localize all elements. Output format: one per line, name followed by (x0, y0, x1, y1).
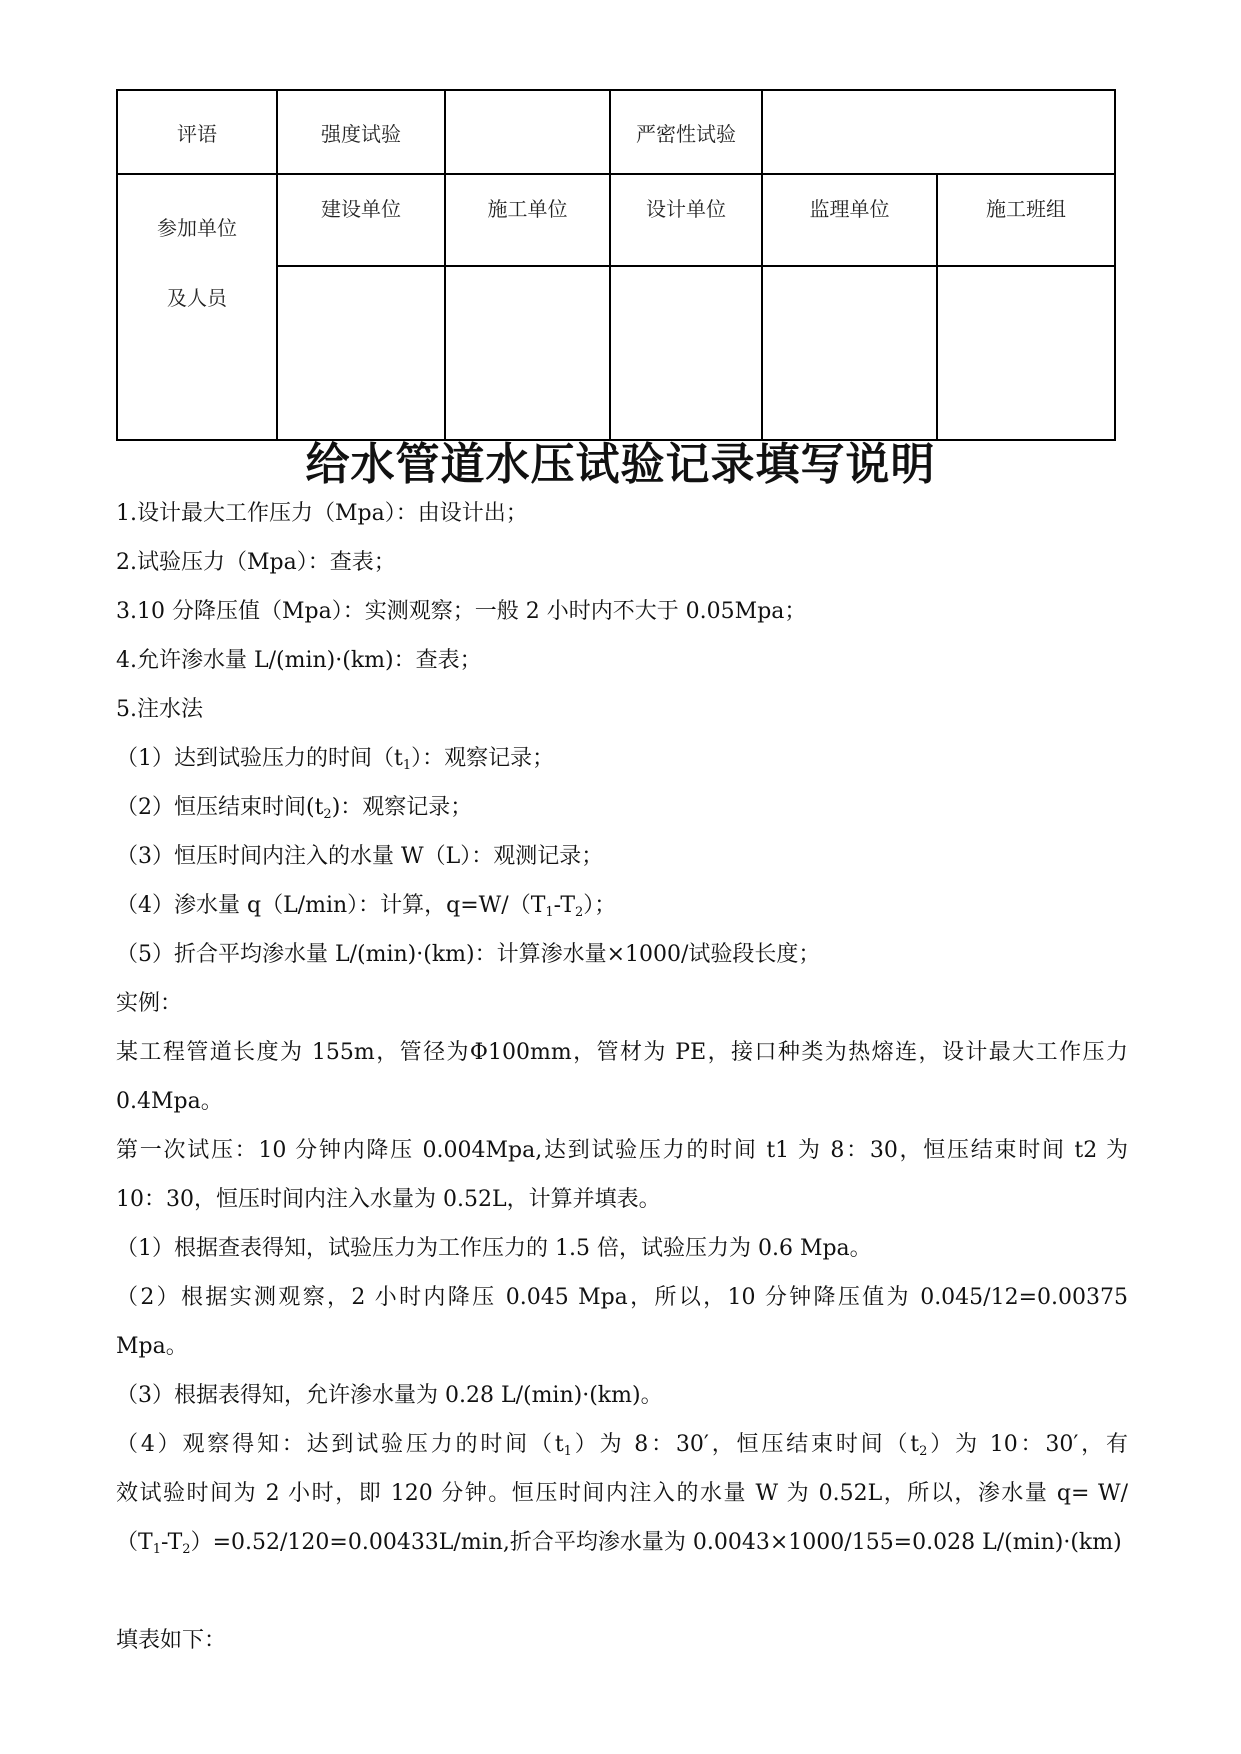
signature-cell (277, 266, 445, 440)
signature-cell (445, 266, 610, 440)
example-para1-line2: 0.4Mpa。 (116, 1089, 223, 1114)
strength-test-label: 强度试验 (277, 90, 445, 174)
header-supervision-unit: 监理单位 (762, 174, 937, 266)
item-1: 1.设计最大工作压力（Mpa）：由设计出； (116, 501, 528, 526)
item-3: 3.10 分降压值（Mpa）：实测观察；一般 2 小时内不大于 0.05Mpa； (116, 599, 807, 624)
header-construction-unit: 建设单位 (277, 174, 445, 266)
record-table (116, 89, 1116, 441)
answer-4-line2: 效试验时间为 2 小时，即 120 分钟。恒压时间内注入的水量 W 为 0.52L，所以，渗水量 q= W/ (116, 1481, 1128, 1506)
header-builder-unit: 施工单位 (445, 174, 610, 266)
page-title: 给水管道水压试验记录填写说明 (305, 439, 936, 490)
participants-label-line1: 参加单位 (157, 216, 237, 240)
example-para1-line1: 某工程管道长度为 155m，管径为Φ100mm，管材为 PE，接口种类为热熔连，设计最大工作压力 (116, 1040, 1128, 1065)
remark-label: 评语 (117, 90, 277, 174)
header-design-unit: 设计单位 (610, 174, 762, 266)
item-2: 2.试验压力（Mpa）：查表； (116, 550, 396, 575)
header-work-team: 施工班组 (937, 174, 1115, 266)
answer-2-line2: Mpa。 (116, 1334, 188, 1359)
signature-cell (762, 266, 937, 440)
tightness-test-label: 严密性试验 (610, 90, 762, 174)
answer-4-line3: $(T_1-T_2)=0.52/120=0.00433L/\min$,折合平均渗水量为 0.0043×1000/155=0.028 L/(min)·(km) (116, 1530, 1122, 1557)
participants-label-line2: 及人员 (167, 286, 227, 310)
item-5: 5.注水法 (116, 697, 203, 722)
sub-item-3: （3）恒压时间内注入的水量 W（L）：观测记录； (116, 844, 604, 869)
example-heading: 实例： (116, 991, 183, 1016)
tightness-test-value (762, 90, 1115, 174)
sub-item-5: （5）折合平均渗水量 L/(min)·(km)：计算渗水量×1000/试验段长度； (116, 942, 821, 967)
answer-2-line1: （2）根据实测观察，2 小时内降压 0.045 Mpa，所以，10 分钟降压值为 0.045/12=0.00375 (116, 1285, 1128, 1310)
footer-note: 填表如下： (116, 1628, 227, 1653)
signature-cell (937, 266, 1115, 440)
answer-1: （1）根据查表得知，试验压力为工作压力的 1.5 倍，试验压力为 0.6 Mpa。 (116, 1236, 872, 1261)
answer-3: （3）根据表得知，允许渗水量为 0.28 L/(min)·(km)。 (116, 1383, 663, 1408)
example-para2-line1: 第一次试压：10 分钟内降压 0.004Mpa,达到试验压力的时间 t1 为 8：30，恒压结束时间 t2 为 (116, 1138, 1128, 1163)
strength-test-value (445, 90, 610, 174)
example-para2-line2: 10：30，恒压时间内注入水量为 0.52L，计算并填表。 (116, 1187, 661, 1212)
sub-item-1: （1）达到试验压力的时间$(t_1)$：观察记录； (116, 746, 555, 773)
sub-item-2: （2）恒压结束时间$(t_2)$：观察记录； (116, 795, 473, 822)
item-4: 4.允许渗水量 L/(min)·(km)：查表； (116, 648, 482, 673)
sub-item-4: （4）渗水量 q（L/min）：计算，$q=W/(T_1-T_2)$； (116, 893, 617, 920)
answer-4-line1: （4）观察得知：达到试验压力的时间$(t_1)$为 8：30′，恒压结束时间$(t_2)$为 10：30′，有 (116, 1432, 1128, 1459)
signature-cell (610, 266, 762, 440)
participants-label (117, 174, 277, 440)
